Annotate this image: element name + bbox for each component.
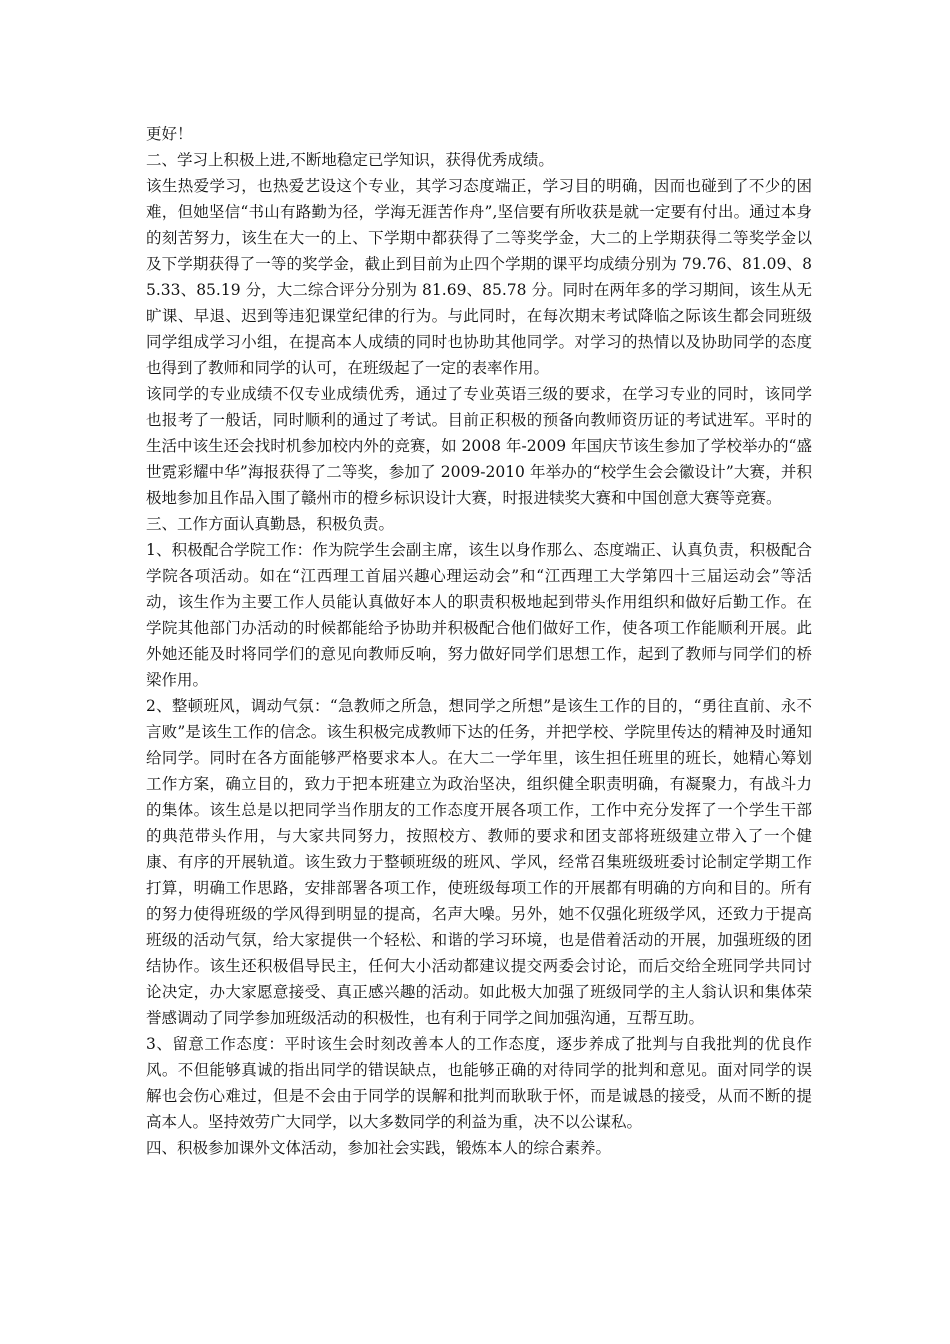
section-heading-study: 二、学习上积极上进,不断地稳定已学知识，获得优秀成绩。 (146, 151, 554, 169)
section-heading-work: 三、工作方面认真勤恳，积极负责。 (146, 515, 395, 533)
paragraph-continuation: 更好！ (146, 125, 193, 143)
paragraph-college-work: 1、积极配合学院工作：作为院学生会副主席，该生以身作那么、态度端正、认真负责，积极配合学院各项活动。如在“江西理工首届兴趣心理运动会”和“江西理工大学第四十三届运动会”等活动，该生作为主要工作人员能认真做好本人的职责积极地起到带头作用组织和做好后勤工作。在学院其他部门办活动的时候都能给予协助并积极配合他们做好工作，使各项工作能顺利开展。此外她还能及时将同学们的意见向教师反响，努力做好同学们思想工作，起到了教师与同学们的桥梁作用。 (146, 541, 812, 689)
paragraph-professional-achievements: 该同学的专业成绩不仅专业成绩优秀，通过了专业英语三级的要求，在学习专业的同时，该同学也报考了一般话，同时顺利的通过了考试。目前正积极的预备向教师资历证的考试进军。平时的生活中该生还会找时机参加校内外的竞赛，如 2008 年-2009 年国庆节该生参加了学校举办的“盛世霓彩耀中华”海报获得了二等奖，参加了 2009-2010 年举办的“校学生会会徽设计”大赛，并积极地参加且作品入围了赣州市的橙乡标识设计大赛，时报进犊奖大赛和中国创意大赛等竞赛。 (146, 385, 812, 507)
paragraph-class-style: 2、整顿班风，调动气氛：“急教师之所急，想同学之所想”是该生工作的目的，“勇往直前、永不言败”是该生工作的信念。该生积极完成教师下达的任务，并把学校、学院里传达的精神及时通知给同学。同时在各方面能够严格要求本人。在大二一学年里，该生担任班里的班长，她精心筹划工作方案，确立目的，致力于把本班建立为政治坚决，组织健全职责明确，有凝聚力，有战斗力的集体。该生总是以把同学当作朋友的工作态度开展各项工作，工作中充分发挥了一个学生干部的典范带头作用，与大家共同努力，按照校方、教师的要求和团支部将班级建立带入了一个健康、有序的开展轨道。该生致力于整顿班级的班风、学风，经常召集班级班委讨论制定学期工作打算，明确工作思路，安排部署各项工作，使班级每项工作的开展都有明确的方向和目的。所有的努力使得班级的学风得到明显的提高，名声大噪。另外，她不仅强化班级学风，还致力于提高班级的活动气氛，给大家提供一个轻松、和谐的学习环境，也是借着活动的开展，加强班级的团结协作。该生还积极倡导民主，任何大小活动都建议提交两委会讨论，而后交给全班同学共同讨论决定，办大家愿意接受、真正感兴趣的活动。如此极大加强了班级同学的主人翁认识和集体荣誉感调动了同学参加班级活动的积极性，也有利于同学之间加强沟通，互帮互助。 (146, 697, 812, 1027)
paragraph-work-attitude: 3、留意工作态度：平时该生会时刻改善本人的工作态度，逐步养成了批判与自我批判的优良作风。不但能够真诚的指出同学的错误缺点，也能够正确的对待同学的批判和意见。面对同学的误解也会伤心难过，但是不会由于同学的误解和批判而耿耿于怀，而是诚恳的接受，从而不断的提高本人。坚持效劳广大同学，以大多数同学的利益为重，决不以公谋私。 (146, 1035, 812, 1131)
section-heading-activities: 四、积极参加课外文体活动，参加社会实践，锻炼本人的综合素养。 (146, 1139, 612, 1157)
paragraph-study-attitude: 该生热爱学习，也热爱艺设这个专业，其学习态度端正，学习目的明确，因而也碰到了不少的困难，但她坚信“书山有路勤为径，学海无涯苦作舟”,坚信要有所收获是就一定要有付出。通过本身的刻苦努力，该生在大一的上、下学期中都获得了二等奖学金，大二的上学期获得二等奖学金以及下学期获得了一等的奖学金，截止到目前为止四个学期的课平均成绩分别为 79.76、81.09、85.33、85.19 分，大二综合评分分别为 81.69、85.78 分。同时在两年多的学习期间，该生从无旷课、早退、迟到等违犯课堂纪律的行为。与此同时，在每次期末考试降临之际该生都会同班级同学组成学习小组，在提高本人成绩的同时也协助其他同学。对学习的热情以及协助同学的态度也得到了教师和同学的认可，在班级起了一定的表率作用。 (146, 177, 812, 377)
document-body (146, 121, 812, 1161)
